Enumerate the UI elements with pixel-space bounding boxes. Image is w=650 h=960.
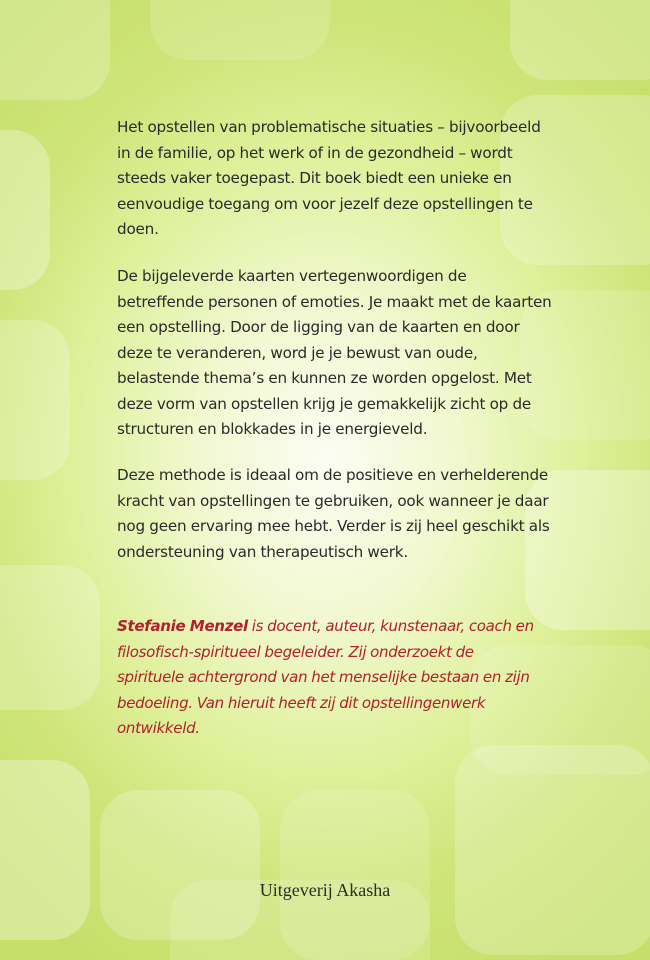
paragraph-text: Het opstellen van problematische situaties – bijvoorbeeld in de familie, op het werk of in de gezondheid – wordt steeds vaker toegepast. Dit boek biedt een unieke en eenvoudige toegang om voor jezelf deze opstellingen te doen. <box>117 118 541 238</box>
paragraph-text: De bijgeleverde kaarten vertegenwoordigen de betreffende personen of emoties. Je maakt met de kaarten een opstelling. Door de ligging van de kaarten en door deze te veranderen, word je je bewust van oude, belastende thema’s en kunnen ze worden opgelost. Met deze vorm van opstellen krijg je gemakkelijk zicht op de structuren en blokkades in je energieveld. <box>117 267 552 438</box>
description-paragraph-1 <box>117 115 557 243</box>
publisher-name: Uitgeverij Akasha <box>259 880 391 900</box>
background-tile <box>0 760 90 940</box>
author-bio-text: is docent, auteur, kunstenaar, coach en filosofisch-spiritueel begeleider. Zij onderzoekt de spirituele achtergrond van het menselijke bestaan en zijn bedoeling. Van hieruit heeft zij dit opstellingenwerk ontwikkeld. <box>117 617 534 737</box>
author-name: Stefanie Menzel <box>117 617 248 635</box>
author-bio <box>117 614 537 742</box>
background-tile <box>455 745 650 955</box>
background-tile <box>0 0 110 100</box>
paragraph-text: Deze methode is ideaal om de positieve en verhelderende kracht van opstellingen te gebruiken, ook wanneer je daar nog geen ervaring mee hebt. Verder is zij heel geschikt als ondersteuning van therapeutisch werk. <box>117 466 550 561</box>
background-tile <box>0 565 100 710</box>
description-paragraph-3 <box>117 463 557 565</box>
background-tile <box>150 0 330 60</box>
background-tile <box>510 0 650 80</box>
description-paragraph-2 <box>117 264 557 443</box>
background-tile <box>0 320 70 480</box>
background-tile <box>0 130 50 290</box>
